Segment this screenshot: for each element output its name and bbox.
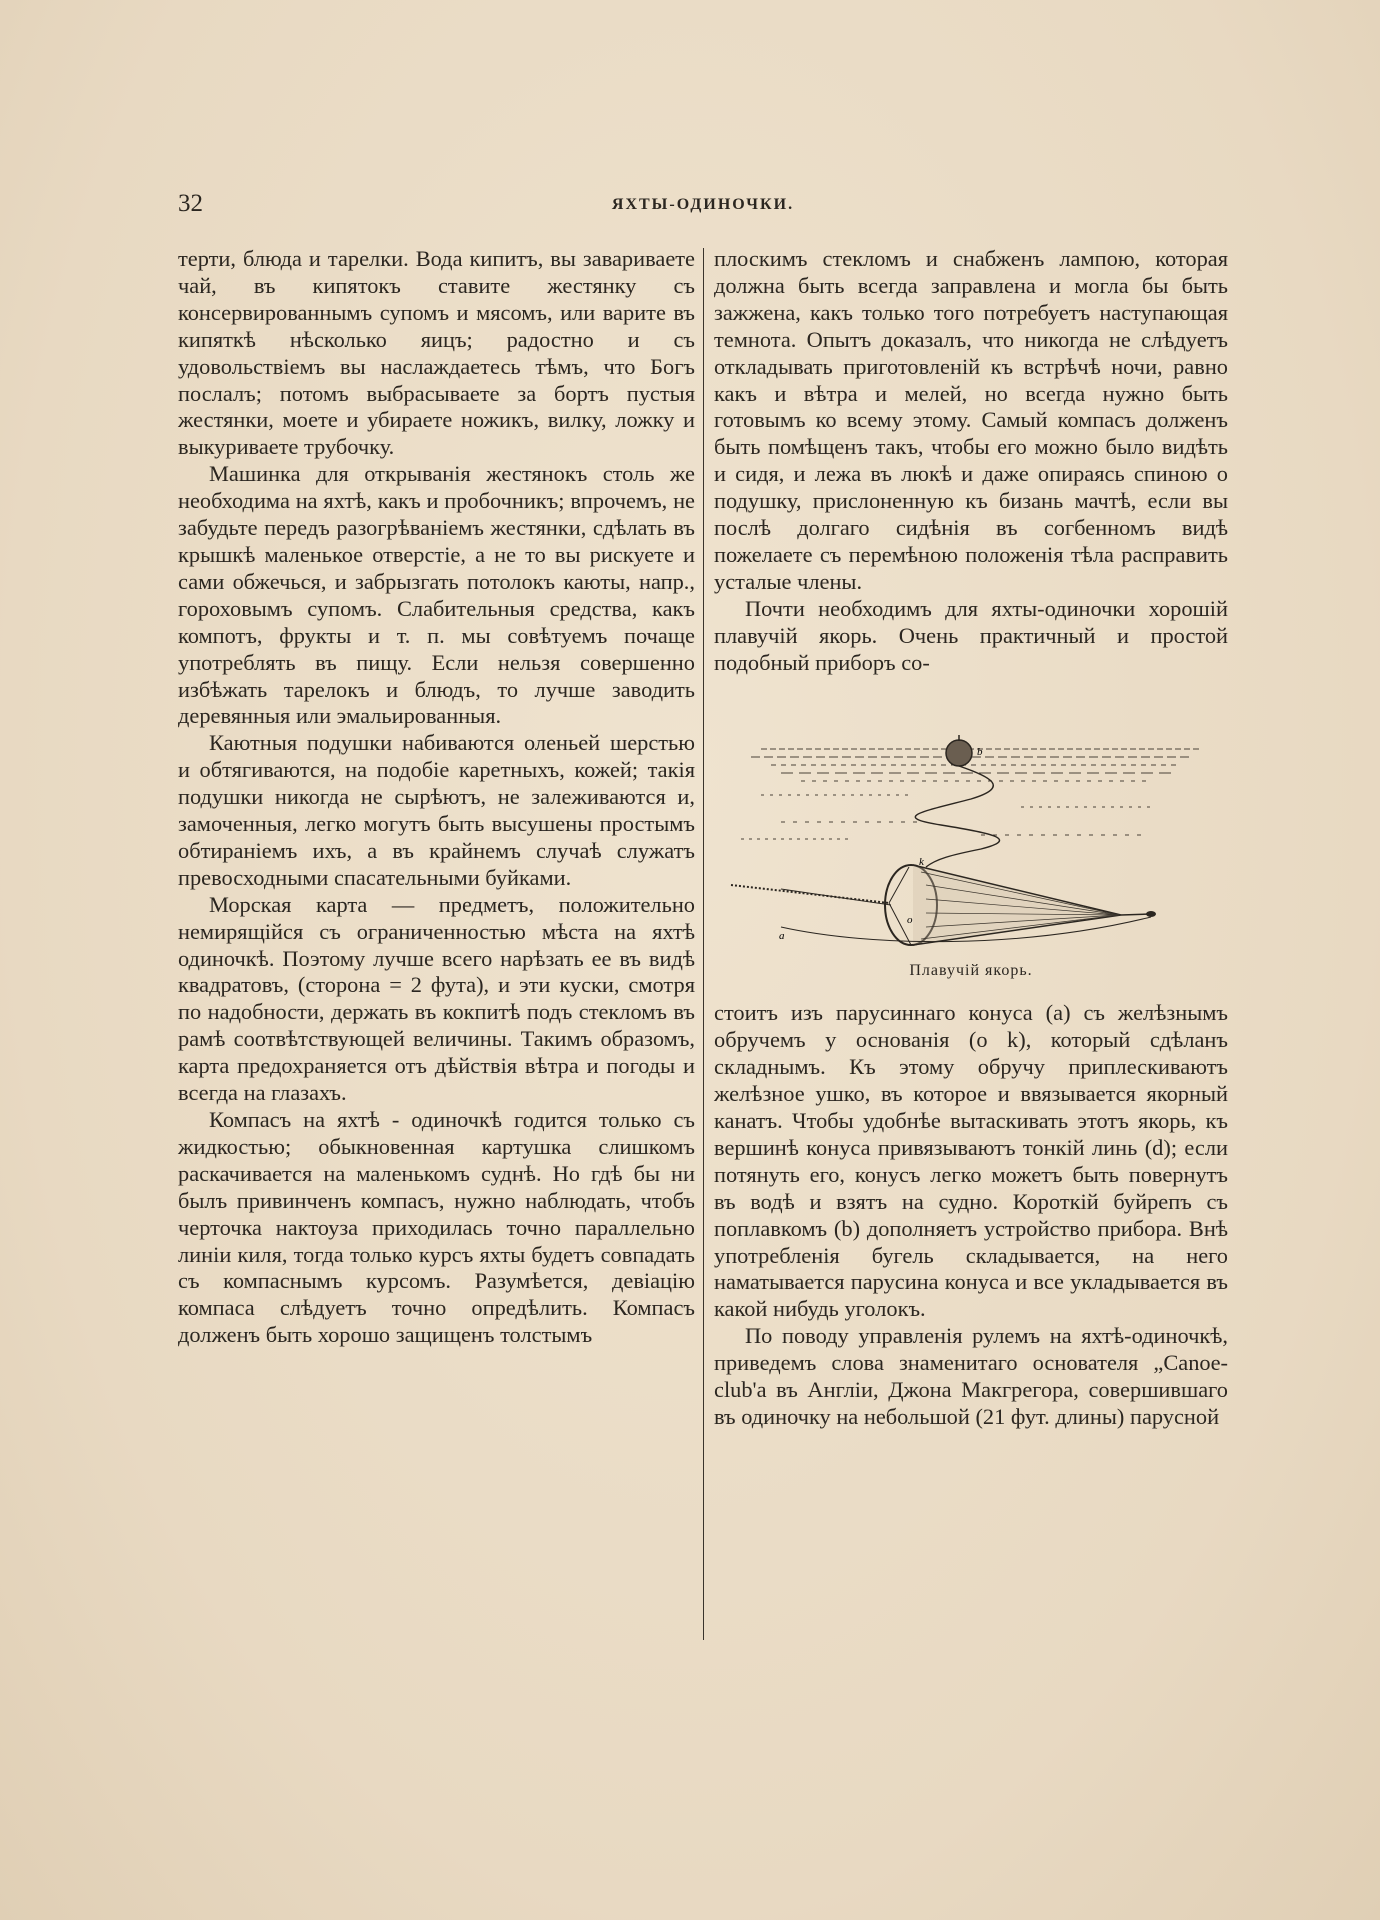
paragraph: Машинка для открыванія жестянокъ столь же необходима на яхтѣ, какъ и пробочникъ; впрочемъ, не забудьте передъ разогрѣваніемъ жестянки, сдѣлать въ крышкѣ маленькое отверстіе, а не то вы рискуете и сами обжечься, и забрызгать потолокъ каюты, напр., гороховымъ супомъ. Слабительныя средства, какъ компотъ, фрукты и т. п. мы совѣтуемъ почаще употреблять въ пищу. Если нельзя совершенно избѣжать тарелокъ и блюдъ, то лучше заводить деревянныя или эмальированныя. xyxy=(178,461,695,729)
paragraph: Каютныя подушки набиваются оленьей шерстью и обтягиваются, на подобіе каретныхъ, кожей; такія подушки никогда не сырѣютъ, не залеживаются и, замоченныя, легко могутъ быть высушены простымъ обтираніемъ ихъ, а въ крайнемъ случаѣ служатъ превосходными спасательными буйками. xyxy=(178,730,695,890)
buoy-icon xyxy=(946,740,972,766)
paragraph: Почти необходимъ для яхты-одиночки хорошій плавучій якорь. Очень практичный и простой подобный приборъ со- xyxy=(714,595,1228,675)
sea-anchor-illustration xyxy=(721,717,1221,952)
paragraph: Морская карта — предметъ, положительно немирящійся съ ограниченностью мѣста на яхтѣ одиночкѣ. Поэтому лучше всего нарѣзать ее въ видѣ квадратовъ, (сторона = 2 фута), и эти куски, смотря по надобности, держать въ кокпитѣ подъ стекломъ въ рамѣ соотвѣтствующей величины. Такимъ образомъ, карта предохраняется отъ дѣйствія вѣтра и погоды и всегда на глазахъ. xyxy=(178,891,695,1106)
left-column xyxy=(178,246,695,1349)
paragraph: плоскимъ стекломъ и снабженъ лампою, которая должна быть всегда заправлена и могла бы быть зажжена, какъ только того потребуетъ наступающая темнота. Опытъ доказалъ, что никогда не слѣдуетъ откладывать приготовленій къ встрѣчѣ ночи, равно какъ и вѣтра и мелей, но всегда нужно быть готовымъ ко всему этому. Самый компасъ долженъ быть помѣщенъ такъ, чтобы его можно было видѣть и сидя, и лежа въ люкѣ и даже опираясь спиною о подушку, прислоненную къ бизань мачтѣ, если вы послѣ долгаго сидѣнія въ согбенномъ видѣ пожелаете съ перемѣною положенія тѣла расправить усталые члены. xyxy=(714,246,1228,594)
running-title: ЯХТЫ-ОДИНОЧКИ. xyxy=(611,196,795,213)
label-a: a xyxy=(779,929,785,942)
paragraph: Компасъ на яхтѣ - одиночкѣ годится только съ жидкостью; обыкновенная картушка слишкомъ раскачивается на маленькомъ суднѣ. Но гдѣ бы ни былъ привинченъ компасъ, нужно наблюдать, чтобъ черточка нактоуза приходилась точно параллельно линіи киля, тогда только курсъ яхты будетъ совпадать съ компаснымъ курсомъ. Разумѣется, девіацію компаса слѣдуетъ точно опредѣлить. Компасъ долженъ быть хорошо защищенъ толстымъ xyxy=(178,1107,695,1348)
page-number: 32 xyxy=(178,190,203,217)
right-column xyxy=(714,246,1228,1431)
label-o: o xyxy=(907,913,913,926)
paragraph: По поводу управленія рулемъ на яхтѣ-одиночкѣ, приведемъ слова знаменитаго основателя „Canoe-club'a въ Англіи, Джона Макгрегора, совершившаго въ одиночку на небольшой (21 фут. длины) парусной xyxy=(714,1323,1228,1429)
page-header xyxy=(178,190,1228,226)
paragraph: стоитъ изъ парусиннаго конуса (a) съ желѣзнымъ обручемъ у основанія (o k), который сдѣланъ складнымъ. Къ этому обручу приплескиваютъ желѣзное ушко, въ которое и ввязывается якорный канатъ. Чтобы удобнѣе вытаскивать этотъ якорь, къ вершинѣ конуса привязываютъ тонкій линь (d); если потянуть его, конусъ легко можетъ быть повернутъ въ водѣ и взятъ на судно. Короткій буйрепъ съ поплавкомъ (b) дополняетъ устройство прибора. Внѣ употребленія бугель складывается, на него наматывается парусина конуса и все укладывается въ какой нибудь уголокъ. xyxy=(714,1000,1228,1322)
paragraph: терти, блюда и тарелки. Вода кипитъ, вы завариваете чай, въ кипятокъ ставите жестянку съ консервированнымъ супомъ и мясомъ, или варите въ кипяткѣ нѣсколько яицъ; радостно и съ удовольствіемъ вы наслаждаетесь тѣмъ, что Богъ послалъ; потомъ выбрасываете за бортъ пустыя жестянки, моете и убираете ножикъ, вилку, ложку и выкуриваете трубочку. xyxy=(178,246,695,460)
figure-caption: Плавучій якорь. xyxy=(909,961,1033,979)
label-b: b xyxy=(977,745,983,758)
column-divider xyxy=(703,248,704,1640)
figure-sea-anchor xyxy=(714,717,1228,985)
label-k: k xyxy=(919,855,924,868)
